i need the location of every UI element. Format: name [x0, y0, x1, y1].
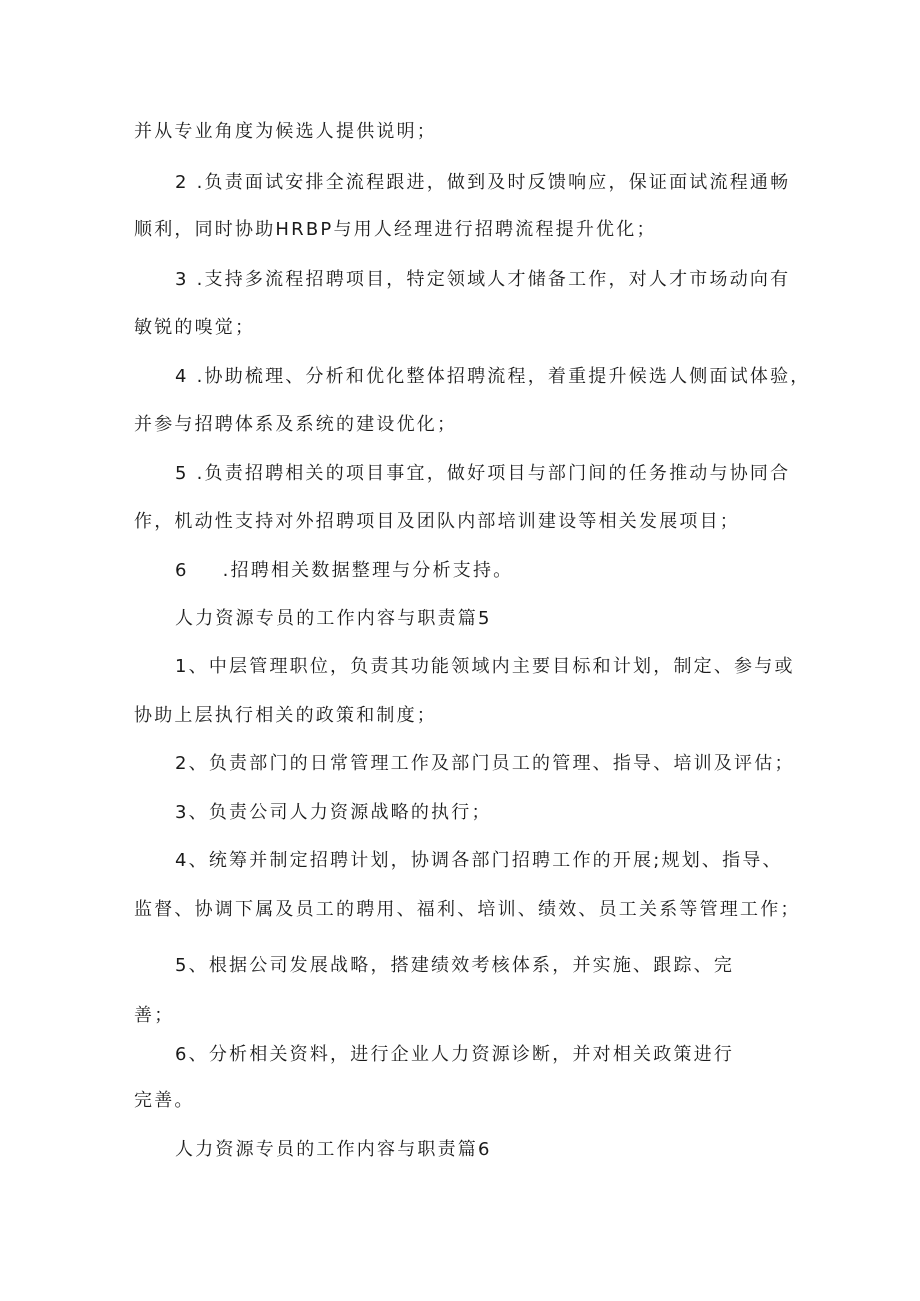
list-item-4-line-2: 并参与招聘体系及系统的建设优化；	[134, 414, 458, 435]
section5-item-5-line-2: 善；	[134, 1005, 175, 1026]
list-item-6	[175, 559, 513, 583]
section5-item-1-line-2: 协助上层执行相关的政策和制度；	[134, 705, 437, 726]
list-item-6-text: .招聘相关数据整理与分析支持。	[222, 560, 514, 581]
list-item-2-line-2: 顺利，同时协助HRBP与用人经理进行招聘流程提升优化；	[134, 219, 657, 240]
section5-item-4-line-2: 监督、协调下属及员工的聘用、福利、培训、绩效、员工关系等管理工作；	[134, 899, 801, 920]
section5-item-5-line-1: 5、根据公司发展战略，搭建绩效考核体系，并实施、跟踪、完	[175, 955, 735, 976]
section-heading-6: 人力资源专员的工作内容与职责篇6	[175, 1139, 492, 1160]
section-heading-5: 人力资源专员的工作内容与职责篇5	[175, 608, 492, 629]
list-item-5-line-1: 5 .负责招聘相关的项目事宜，做好项目与部门间的任务推动与协同合	[175, 463, 791, 484]
section5-item-6-line-2: 完善。	[134, 1090, 195, 1111]
list-item-2-line-1: 2 .负责面试安排全流程跟进，做到及时反馈响应，保证面试流程通畅	[175, 172, 791, 193]
section5-item-4-line-1: 4、统筹并制定招聘计划，协调各部门招聘工作的开展;规划、指导、	[175, 850, 783, 871]
list-item-5-line-2: 作，机动性支持对外招聘项目及团队内部培训建设等相关发展项目；	[134, 511, 740, 532]
section5-item-3: 3、负责公司人力资源战略的执行；	[175, 802, 492, 823]
list-item-3-line-2: 敏锐的嗅觉；	[134, 317, 256, 338]
section5-item-6-line-1: 6、分析相关资料，进行企业人力资源诊断，并对相关政策进行	[175, 1044, 735, 1065]
section5-item-1-line-1: 1、中层管理职位，负责其功能领域内主要目标和计划，制定、参与或	[175, 656, 795, 677]
list-item-6-number: 6	[175, 560, 189, 581]
section5-item-2: 2、负责部门的日常管理工作及部门员工的管理、指导、培训及评估；	[175, 753, 795, 774]
text-line: 并从专业角度为候选人提供说明；	[134, 121, 437, 142]
list-item-4-line-1: 4 .协助梳理、分析和优化整体招聘流程，着重提升候选人侧面试体验，	[175, 366, 811, 387]
list-item-3-line-1: 3 .支持多流程招聘项目，特定领域人才储备工作，对人才市场动向有	[175, 269, 791, 290]
